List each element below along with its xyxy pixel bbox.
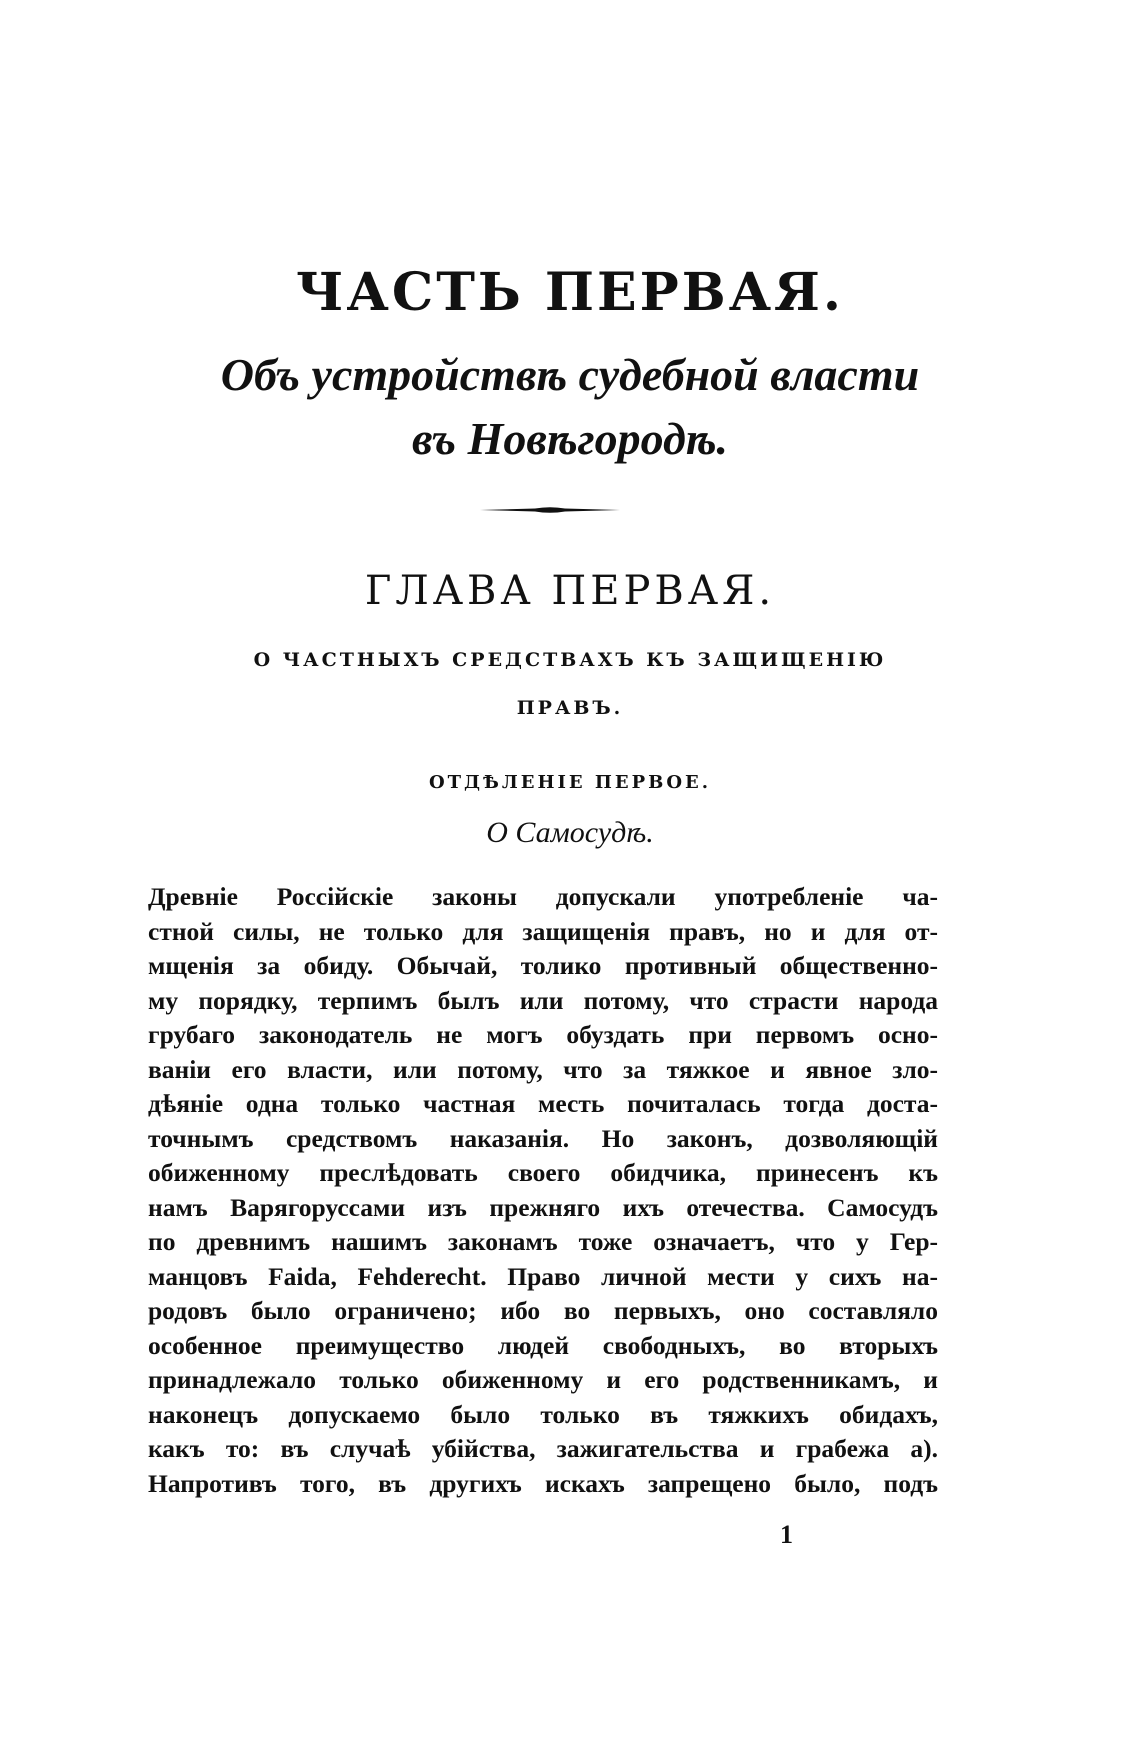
- page-number: 1: [780, 1520, 793, 1549]
- text-line: грубаго законодатель не могъ обуздать при первомъ осно-: [148, 1020, 938, 1049]
- ornamental-divider: [480, 505, 620, 515]
- text-line: обиженному преслѣдовать своего обидчика, принесенъ къ: [148, 1158, 938, 1187]
- chapter-subtitle-line-1: О ЧАСТНЫХЪ СРЕДСТВАХЪ КЪ ЗАЩИЩЕНІЮ: [253, 649, 887, 671]
- text-line: стной силы, не только для защищенія правъ, но и для от-: [148, 916, 938, 946]
- part-title: ЧАСТЬ ПЕРВАЯ.: [295, 262, 845, 323]
- text-line: наконецъ допускаемо было только въ тяжкихъ обидахъ,: [148, 1399, 938, 1429]
- text-line: дѣяніе одна только частная месть почиталась тогда доста-: [148, 1089, 938, 1118]
- text-line: ваніи его власти, или потому, что за тяжкое и явное зло-: [148, 1054, 938, 1084]
- text-line: манцовъ Faida, Fehderecht. Право личной мести у сихъ на-: [148, 1261, 938, 1291]
- part-subtitle-line-2: въ Новѣгородѣ.: [411, 413, 729, 464]
- body-paragraph: [148, 880, 938, 1501]
- text-line: принадлежало только обиженному и его родственникамъ, и: [148, 1365, 938, 1394]
- section-subtitle: О Самосудѣ.: [486, 816, 654, 849]
- text-line: особенное преимущество людей свободныхъ, во вторыхъ: [148, 1330, 938, 1360]
- part-subtitle-line-1: Объ устройствѣ судебной власти: [220, 349, 920, 400]
- text-line: мщенія за обиду. Обычай, толико противный общественно-: [148, 951, 938, 980]
- chapter-subtitle-line-2: ПРАВЪ.: [516, 697, 624, 719]
- text-line: по древнимъ нашимъ законамъ тоже означаетъ, что у Гер-: [148, 1227, 938, 1256]
- chapter-title: ГЛАВА ПЕРВАЯ.: [364, 568, 776, 614]
- section-title: ОТДѢЛЕНІЕ ПЕРВОЕ.: [428, 772, 712, 793]
- text-line: намъ Варягоруссами изъ прежняго ихъ отечества. Самосудъ: [148, 1192, 938, 1222]
- text-line: му порядку, терпимъ былъ или потому, что страсти народа: [148, 985, 938, 1015]
- text-line: родовъ было ограничено; ибо во первыхъ, оно составляло: [148, 1296, 938, 1325]
- text-line: Древніе Россійскіе законы допускали употребленіе ча-: [148, 882, 938, 911]
- text-line: Напротивъ того, въ другихъ искахъ запрещено было, подъ: [148, 1468, 938, 1498]
- text-line: точнымъ средствомъ наказанія. Но законъ, дозволяющій: [148, 1123, 938, 1153]
- text-line: какъ то: въ случаѣ убійства, зажигательства и грабежа а).: [148, 1434, 938, 1463]
